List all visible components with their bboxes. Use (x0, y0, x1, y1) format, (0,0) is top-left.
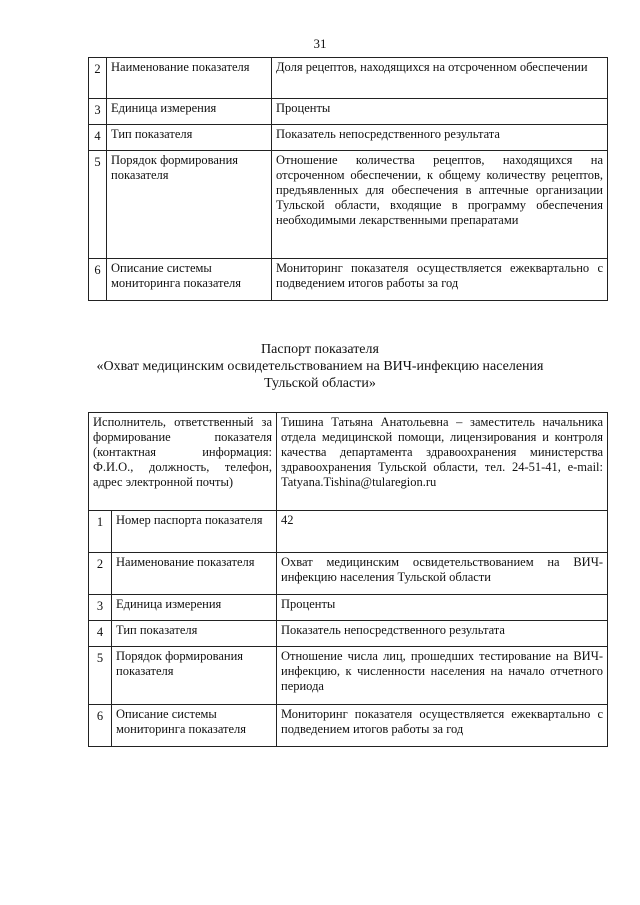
row-label: Номер паспорта показателя (112, 511, 277, 553)
row-number: 5 (89, 151, 107, 259)
row-number: 6 (89, 705, 112, 747)
table-row (89, 511, 608, 553)
row-label: Описание системы мониторинга показателя (112, 705, 277, 747)
row-label: Наименование показателя (107, 58, 272, 99)
passport-heading (0, 341, 640, 392)
row-number: 5 (89, 647, 112, 705)
indicator-table-continued (88, 57, 608, 301)
table-row (89, 99, 608, 125)
table-row (89, 553, 608, 595)
performer-row (89, 413, 608, 511)
indicator-passport-table (88, 412, 608, 747)
table-row (89, 595, 608, 621)
row-value: Мониторинг показателя осуществляется ежеквартально с подведением итогов работы за год (272, 259, 608, 301)
row-number: 4 (89, 621, 112, 647)
table-row (89, 151, 608, 259)
row-value: Показатель непосредственного результата (272, 125, 608, 151)
table-row (89, 647, 608, 705)
row-number: 2 (89, 553, 112, 595)
row-number: 4 (89, 125, 107, 151)
row-label: Единица измерения (112, 595, 277, 621)
row-number: 6 (89, 259, 107, 301)
row-label: Описание системы мониторинга показателя (107, 259, 272, 301)
row-number: 1 (89, 511, 112, 553)
passport-title: Паспорт показателя (261, 342, 379, 357)
row-label: Единица измерения (107, 99, 272, 125)
row-label: Наименование показателя (112, 553, 277, 595)
row-value: Охват медицинским освидетельствованием на ВИЧ-инфекцию населения Тульской области (277, 553, 608, 595)
page-number: 31 (313, 36, 327, 51)
row-number: 2 (89, 58, 107, 99)
row-value: Мониторинг показателя осуществляется ежеквартально с подведением итогов работы за год (277, 705, 608, 747)
row-number: 3 (89, 595, 112, 621)
row-value: Проценты (277, 595, 608, 621)
performer-value: Тишина Татьяна Анатольевна – заместитель начальника отдела медицинской помощи, лицензирования и контроля качества департамента здравоохранения министерства здравоохранения Тульской области, тел. 24-51-41, e-mail: Tatyana.Tishina@tularegion.ru (277, 413, 608, 511)
row-label: Тип показателя (112, 621, 277, 647)
row-number: 3 (89, 99, 107, 125)
passport-subtitle-line2: Тульской области» (264, 376, 376, 391)
row-label: Тип показателя (107, 125, 272, 151)
row-label: Порядок формирования показателя (107, 151, 272, 259)
performer-label: Исполнитель, ответственный за формирование показателя (контактная информация: Ф.И.О., должность, телефон, адрес электронной почты) (89, 413, 277, 511)
row-label: Порядок формирования показателя (112, 647, 277, 705)
table-row (89, 705, 608, 747)
row-value: Проценты (272, 99, 608, 125)
row-value: Отношение числа лиц, прошедших тестирование на ВИЧ-инфекцию, к численности населения на начало отчетного периода (277, 647, 608, 705)
row-value: Показатель непосредственного результата (277, 621, 608, 647)
row-value: Доля рецептов, находящихся на отсроченном обеспечении (272, 58, 608, 99)
table-row (89, 259, 608, 301)
table-row (89, 58, 608, 99)
row-value: Отношение количества рецептов, находящихся на отсроченном обеспечении, к общему количеству рецептов, предъявленных для обеспечения в аптечные организации Тульской области, входящие в программу обеспечения необходимыми лекарственными препаратами (272, 151, 608, 259)
table-row (89, 621, 608, 647)
row-value: 42 (277, 511, 608, 553)
table-row (89, 125, 608, 151)
passport-subtitle-line1: «Охват медицинским освидетельствованием на ВИЧ-инфекцию населения (96, 359, 544, 374)
